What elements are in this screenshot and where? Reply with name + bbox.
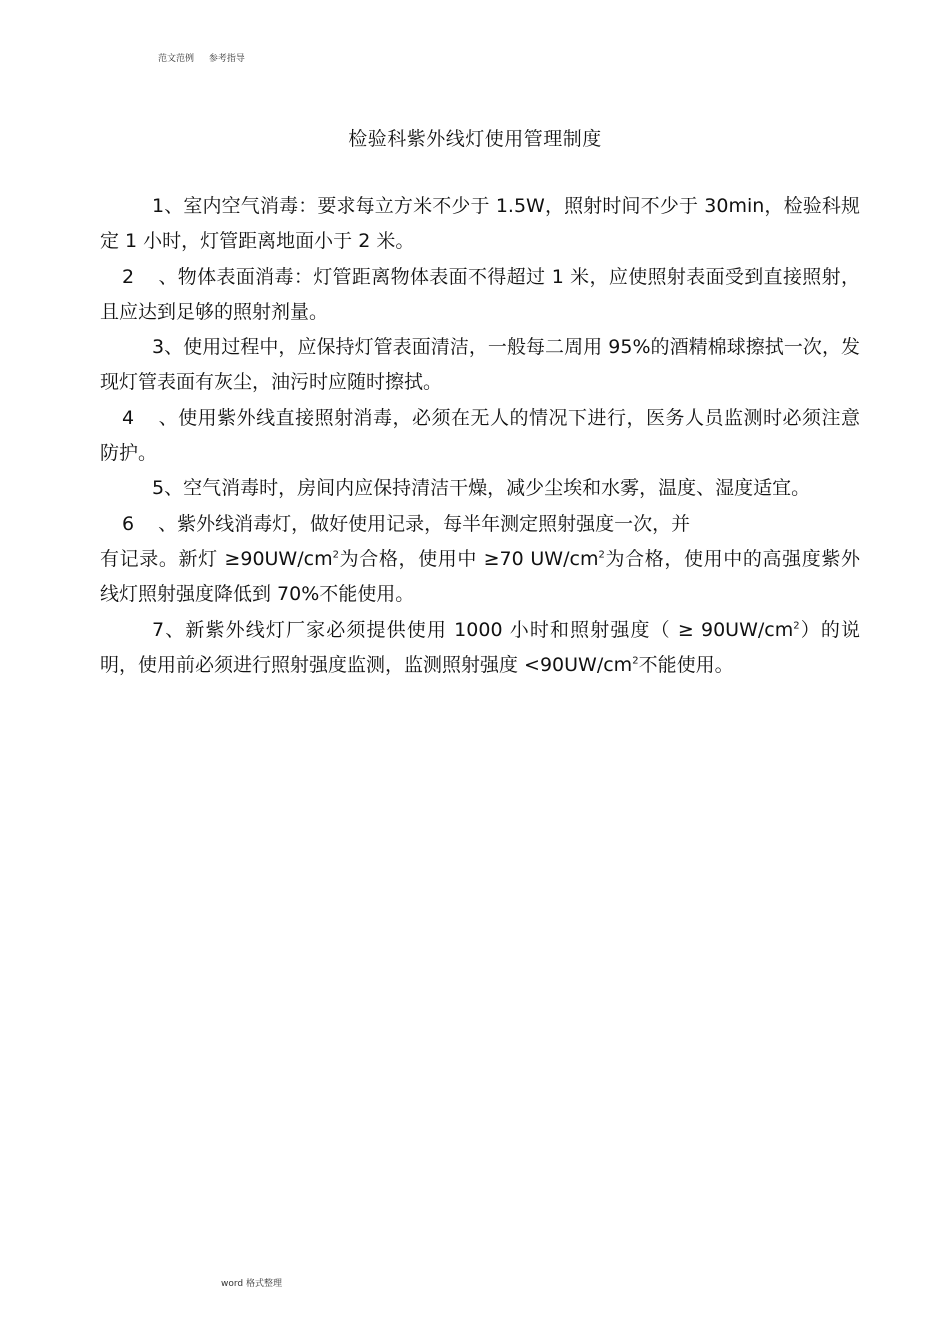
paragraph-text: 、使用过程中，应保持灯管表面清洁，一般每二周用 95%的酒精棉球擦拭一次，发现灯管表面有灰尘，油污时应随时擦拭。	[100, 336, 860, 394]
page-footer: word 格式整理	[221, 1279, 282, 1289]
superscript: 2	[632, 655, 639, 667]
paragraph-number: 5	[152, 477, 165, 500]
paragraph-text: 、室内空气消毒：要求每立方米不少于 1.5W，照射时间不少于 30min，检验科规定 1 小时，灯管距离地面小于 2 米。	[100, 195, 860, 253]
superscript: 2	[332, 549, 339, 561]
document-body	[100, 189, 860, 683]
paragraph-6	[100, 507, 860, 613]
paragraph-number: 4	[122, 406, 135, 429]
document-title: 检验科紫外线灯使用管理制度	[348, 128, 602, 150]
paragraph-text: ）的说明，使用前必须进行照射强度监测，监测照射强度 <90UW/cm	[100, 618, 860, 676]
paragraph-text: 、物体表面消毒：灯管距离物体表面不得超过 1 米，应使照射表面受到直接照射，且应达到足够的照射剂量。	[100, 265, 860, 323]
paragraph-5	[100, 471, 860, 506]
paragraph-3	[100, 330, 860, 401]
paragraph-number: 2	[122, 265, 135, 288]
header-left-text: 范文范例	[158, 54, 195, 64]
superscript: 2	[793, 620, 800, 632]
header-right-text: 参考指导	[208, 54, 245, 64]
paragraph-text: 有记录。新灯 ≥90UW/cm	[100, 547, 333, 570]
paragraph-2	[100, 260, 860, 331]
paragraph-text: 为合格，使用中的高强度紫外线灯照射强度降低到 70%不能使用。	[100, 547, 860, 606]
paragraph-text: 不能使用。	[638, 653, 734, 676]
paragraph-text: 为合格，使用中 ≥70 UW/cm	[338, 547, 599, 570]
paragraph-text: 、紫外线消毒灯，做好使用记录，每半年测定照射强度一次，并	[158, 512, 691, 535]
page-header	[158, 51, 245, 64]
paragraph-number: 7	[152, 618, 165, 641]
paragraph-4	[100, 401, 860, 472]
paragraph-number: 1	[152, 195, 165, 217]
paragraph-text: 、空气消毒时，房间内应保持清洁干燥，减少尘埃和水雾，温度、湿度适宜。	[164, 477, 811, 500]
paragraph-text: 、使用紫外线直接照射消毒，必须在无人的情况下进行，医务人员监测时必须注意防护。	[100, 406, 860, 465]
paragraph-7	[100, 613, 860, 684]
superscript: 2	[598, 549, 605, 561]
paragraph-text: 、新紫外线灯厂家必须提供使用 1000 小时和照射强度（ ≥ 90UW/cm	[164, 618, 794, 641]
paragraph-number: 6	[122, 512, 135, 535]
paragraph-number: 3	[152, 336, 165, 359]
paragraph-1	[100, 189, 860, 260]
